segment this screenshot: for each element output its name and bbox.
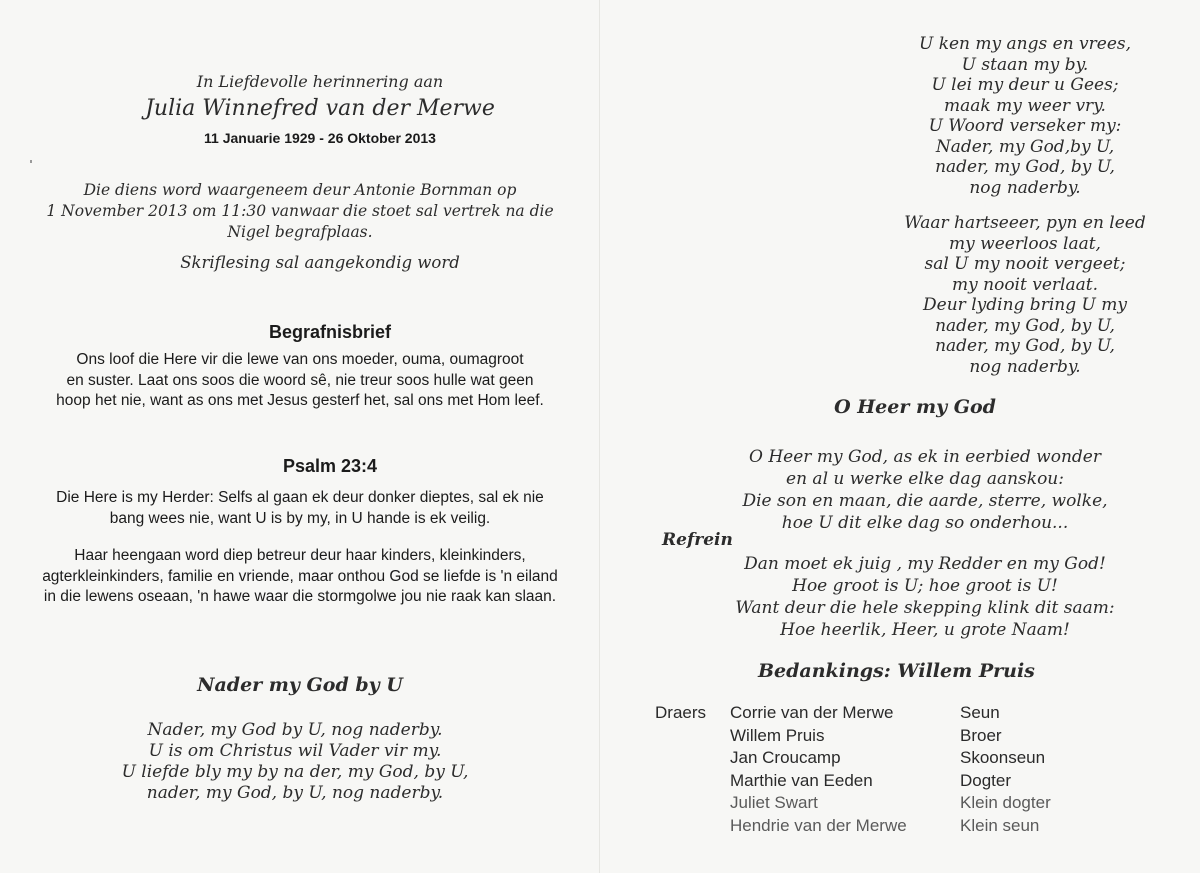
hymn-line: en al u werke elke dag aanskou: xyxy=(786,469,1064,489)
hymn-line: maak my weer vry. xyxy=(944,95,1106,116)
pallbearer-relation: Skoonseun xyxy=(960,748,1046,767)
scripture-reading-note: Skriflesing sal aangekondig word xyxy=(180,253,460,272)
life-dates: 11 Januarie 1929 - 26 Oktober 2013 xyxy=(204,130,436,146)
pallbearer-name: Marthie van Eeden xyxy=(730,770,873,790)
hymn-line: U Woord verseker my: xyxy=(928,116,1122,136)
psalm-line: bang wees nie, want U is by my, in U hande is ek veilig. xyxy=(109,509,491,527)
hymn-nader-title: Nader my God by U xyxy=(197,674,403,696)
pallbearer-relation: Dogter xyxy=(960,770,1012,790)
hymn-line: my weerloos laat, xyxy=(949,233,1101,254)
hymn-line: O Heer my God, as ek in eerbied wonder xyxy=(749,447,1101,467)
letter-line: en suster. Laat ons soos die woord sê, nie treur soos hulle wat geen xyxy=(66,371,534,389)
pallbearer-relation: Broer xyxy=(960,725,1002,745)
service-details xyxy=(10,180,590,243)
hymn-line: Nader, my God by U, nog naderby. xyxy=(147,720,443,740)
letter-line: Ons loof die Here vir die lewe van ons moeder, ouma, oumagroot xyxy=(76,351,524,368)
memorial-intro: In Liefdevolle herinnering aan xyxy=(196,72,444,91)
pallbearer-name: Willem Pruis xyxy=(730,725,825,745)
service-line: Die diens word waargeneem deur Antonie Bornman op xyxy=(83,181,517,199)
hymn-line: nader, my God, by U, xyxy=(935,315,1115,336)
psalm-text xyxy=(10,488,590,529)
hymn-line: U ken my angs en vrees, xyxy=(918,34,1132,54)
pallbearer-relation: Seun xyxy=(960,703,1000,722)
hymn-line: Hoe heerlik, Heer, u grote Naam! xyxy=(780,620,1070,640)
hymn-line: sal U my nooit vergeet; xyxy=(924,254,1126,274)
service-line: 1 November 2013 om 11:30 vanwaar die stoet sal vertrek na die xyxy=(46,202,554,220)
hymn-heer-verse xyxy=(690,446,1160,534)
hymn-nader-verse-3 xyxy=(850,213,1200,377)
hymn-line: Nader, my God,by U, xyxy=(935,136,1115,157)
refrain-label: Refrein xyxy=(662,530,733,550)
funeral-letter xyxy=(10,350,590,412)
hymn-line: U staan my by. xyxy=(961,54,1089,75)
hymn-line: nog naderby. xyxy=(969,177,1081,198)
hymn-line: U is om Christus wil Vader vir my. xyxy=(148,741,442,761)
hymn-line: nader, my God, by U, xyxy=(935,157,1115,177)
hymn-line: Die son en maan, die aarde, sterre, wolke, xyxy=(742,491,1108,511)
tribute-line: agterkleinkinders, familie en vriende, maar onthou God se liefde is 'n eiland xyxy=(42,567,558,585)
pallbearer-name: Hendrie van der Merwe xyxy=(730,815,907,835)
hymn-line: nog naderby. xyxy=(969,356,1081,377)
hymn-line: Waar hartseeer, pyn en leed xyxy=(904,213,1146,233)
hymn-line: U liefde bly my by na der, my God, by U, xyxy=(121,762,469,782)
pallbearers-label: Draers xyxy=(655,703,707,722)
tribute-line: Haar heengaan word diep betreur deur haar kinders, kleinkinders, xyxy=(74,547,526,564)
psalm-heading: Psalm 23:4 xyxy=(282,456,378,476)
letter-line: hoop het nie, want as ons met Jesus gesterf het, sal ons met Hom leef. xyxy=(56,392,544,409)
hymn-line: hoe U dit elke dag so onderhou... xyxy=(781,513,1069,533)
pallbearer-name: Corrie van der Merwe xyxy=(730,703,894,722)
hymn-line: Want deur die hele skepping klink dit saam: xyxy=(735,598,1115,618)
pallbearer-name: Juliet Swart xyxy=(730,793,818,812)
pallbearer-name: Jan Croucamp xyxy=(730,748,841,767)
hymn-heer-title: O Heer my God xyxy=(834,396,996,418)
hymn-line: nader, my God, by U, nog naderby. xyxy=(146,783,444,803)
psalm-line: Die Here is my Herder: Selfs al gaan ek deur donker dieptes, sal ek nie xyxy=(56,489,544,506)
hymn-line: my nooit verlaat. xyxy=(952,274,1098,295)
hymn-nader-verse-1 xyxy=(60,720,530,804)
family-tribute xyxy=(10,546,590,608)
pallbearer-relation: Klein seun xyxy=(960,815,1040,835)
hymn-line: nader, my God, by U, xyxy=(935,336,1115,356)
thanks-heading: Bedankings: Willem Pruis xyxy=(758,660,1035,682)
hymn-line: Deur lyding bring U my xyxy=(923,295,1127,315)
service-line: Nigel begrafplaas. xyxy=(227,223,373,241)
tribute-line: in die lewens oseaan, 'n hawe waar die stormgolwe jou nie raak kan slaan. xyxy=(43,588,557,605)
pallbearer-relation: Klein dogter xyxy=(960,793,1051,812)
hymn-nader-verse-2 xyxy=(850,34,1200,198)
funeral-letter-heading: Begrafnisbrief xyxy=(268,322,392,342)
right-page xyxy=(600,0,1200,873)
hymn-line: U lei my deur u Gees; xyxy=(931,75,1119,95)
hymn-line: Dan moet ek juig , my Redder en my God! xyxy=(744,554,1106,574)
hymn-line: Hoe groot is U; hoe groot is U! xyxy=(792,576,1058,596)
paper-speck xyxy=(30,160,32,163)
hymn-heer-chorus xyxy=(690,553,1160,641)
deceased-name: Julia Winnefred van der Merwe xyxy=(145,96,495,121)
